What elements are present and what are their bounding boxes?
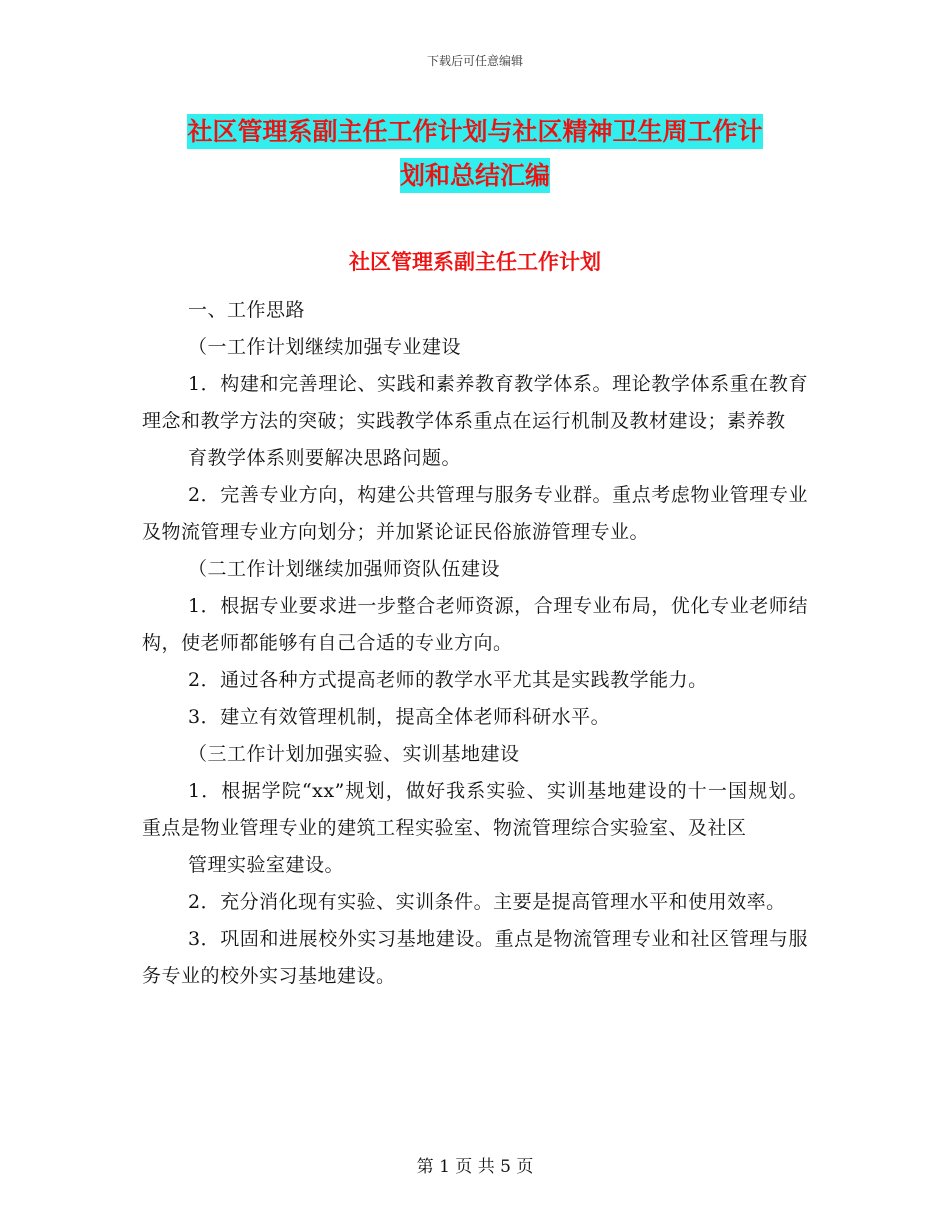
- document-body: [142, 292, 808, 995]
- paragraph: 一、工作思路: [188, 299, 306, 321]
- section-title: 社区管理系副主任工作计划: [349, 250, 601, 274]
- document-title-text-1: 社区管理系副主任工作计划与社区精神卫生周工作计: [187, 114, 762, 149]
- paragraph: 1．构建和完善理论、实践和素养教育教学体系。理论教学体系重在教育理念和教学方法的突破；实践教学体系重点在运行机制及教材建设；素养教: [142, 373, 808, 432]
- document-title-line-2: [0, 154, 950, 198]
- paragraph: 育教学体系则要解决思路问题。: [188, 447, 462, 469]
- paragraph: 2．完善专业方向，构建公共管理与服务专业群。重点考虑物业管理专业及物流管理专业方向划分；并加紧论证民俗旅游管理专业。: [142, 484, 808, 543]
- header-note: 下载后可任意编辑: [426, 54, 523, 68]
- paragraph: 3．巩固和进展校外实习基地建设。重点是物流管理专业和社区管理与服务专业的校外实习基地建设。: [142, 928, 808, 987]
- paragraph: 3．建立有效管理机制，提高全体老师科研水平。: [188, 706, 611, 728]
- document-title-text-2: 划和总结汇编: [400, 158, 550, 193]
- paragraph: 2．通过各种方式提高老师的教学水平尤其是实践教学能力。: [188, 669, 708, 691]
- paragraph: （二工作计划继续加强师资队伍建设: [188, 558, 501, 580]
- paragraph: 1．根据专业要求进一步整合老师资源，合理专业布局，优化专业老师结构，使老师都能够有自己合适的专业方向。: [142, 595, 808, 654]
- document-title-line-1: [0, 110, 950, 154]
- paragraph: 1．根据学院“xx”规划，做好我系实验、实训基地建设的十一国规划。重点是物业管理专业的建筑工程实验室、物流管理综合实验室、及社区: [142, 780, 808, 839]
- page-footer: 第 1 页 共 5 页: [416, 1157, 534, 1177]
- paragraph: 管理实验室建设。: [188, 854, 345, 876]
- paragraph: （三工作计划加强实验、实训基地建设: [188, 743, 520, 765]
- paragraph: （一工作计划继续加强专业建设: [188, 336, 462, 358]
- paragraph: 2．充分消化现有实验、实训条件。主要是提高管理水平和使用效率。: [188, 891, 786, 913]
